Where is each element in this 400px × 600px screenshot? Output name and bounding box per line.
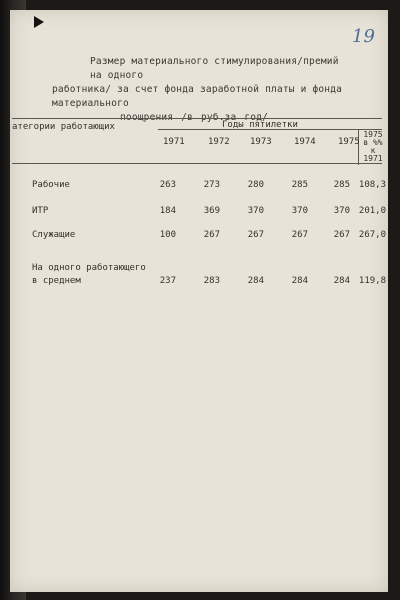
table-cell: 267 bbox=[333, 230, 350, 240]
year-header-1974: 1974 bbox=[294, 137, 316, 147]
pct-header-line-4: 1971 bbox=[363, 154, 383, 163]
table-cell: 267 bbox=[203, 230, 220, 240]
table-cell: 280 bbox=[247, 180, 264, 190]
title-line-1: Размер материального стимулирования/премий на одного bbox=[90, 56, 339, 81]
table-cell: 370 bbox=[291, 206, 308, 216]
year-header-1971: 1971 bbox=[163, 137, 185, 147]
table-cell-pct: 108,3 bbox=[358, 180, 386, 190]
table-cell: 283 bbox=[203, 276, 220, 286]
table-cell: 284 bbox=[247, 276, 264, 286]
table-cell: 267 bbox=[247, 230, 264, 240]
table-cell: 184 bbox=[159, 206, 176, 216]
row-label-average-line-2: в среднем bbox=[32, 276, 81, 286]
year-header-1972: 1972 bbox=[208, 137, 230, 147]
table-cell: 370 bbox=[247, 206, 264, 216]
table-cell: 285 bbox=[333, 180, 350, 190]
table-cell: 284 bbox=[291, 276, 308, 286]
table-header-bottom-rule bbox=[12, 163, 382, 164]
row-label-itr: ИТР bbox=[32, 206, 49, 216]
corner-mark bbox=[34, 16, 44, 28]
row-label-employees: Служащие bbox=[32, 230, 76, 240]
pct-header-line-3: к bbox=[370, 146, 376, 155]
years-header: Годы пятилетки bbox=[222, 120, 298, 130]
table-cell-pct: 267,0 bbox=[358, 230, 386, 240]
table-cell: 369 bbox=[203, 206, 220, 216]
pct-column-rule bbox=[358, 129, 359, 165]
table-cell: 237 bbox=[159, 276, 176, 286]
document-title bbox=[52, 55, 352, 125]
table-cell: 263 bbox=[159, 180, 176, 190]
table-cell: 267 bbox=[291, 230, 308, 240]
table-cell: 285 bbox=[291, 180, 308, 190]
pct-header-line-1: 1975 bbox=[363, 130, 383, 139]
year-header-1975: 1975 bbox=[338, 137, 360, 147]
table-top-rule bbox=[12, 118, 382, 119]
row-label-workers: Рабочие bbox=[32, 180, 70, 190]
table-cell-pct: 119,8 bbox=[358, 276, 386, 286]
table-cell: 273 bbox=[203, 180, 220, 190]
row-label-average-line-1: На одного работающего bbox=[32, 263, 146, 273]
pct-header-line-2: в %% bbox=[363, 138, 383, 147]
table-cell-pct: 201,0 bbox=[358, 206, 386, 216]
table-cell: 100 bbox=[159, 230, 176, 240]
table-cell: 370 bbox=[333, 206, 350, 216]
title-line-2: работника/ за счет фонда заработной платы и фонда материального bbox=[52, 84, 343, 109]
table-cell: 284 bbox=[333, 276, 350, 286]
year-header-1973: 1973 bbox=[250, 137, 272, 147]
page-number: 19 bbox=[352, 26, 375, 47]
category-header: атегории работающих bbox=[12, 122, 115, 132]
